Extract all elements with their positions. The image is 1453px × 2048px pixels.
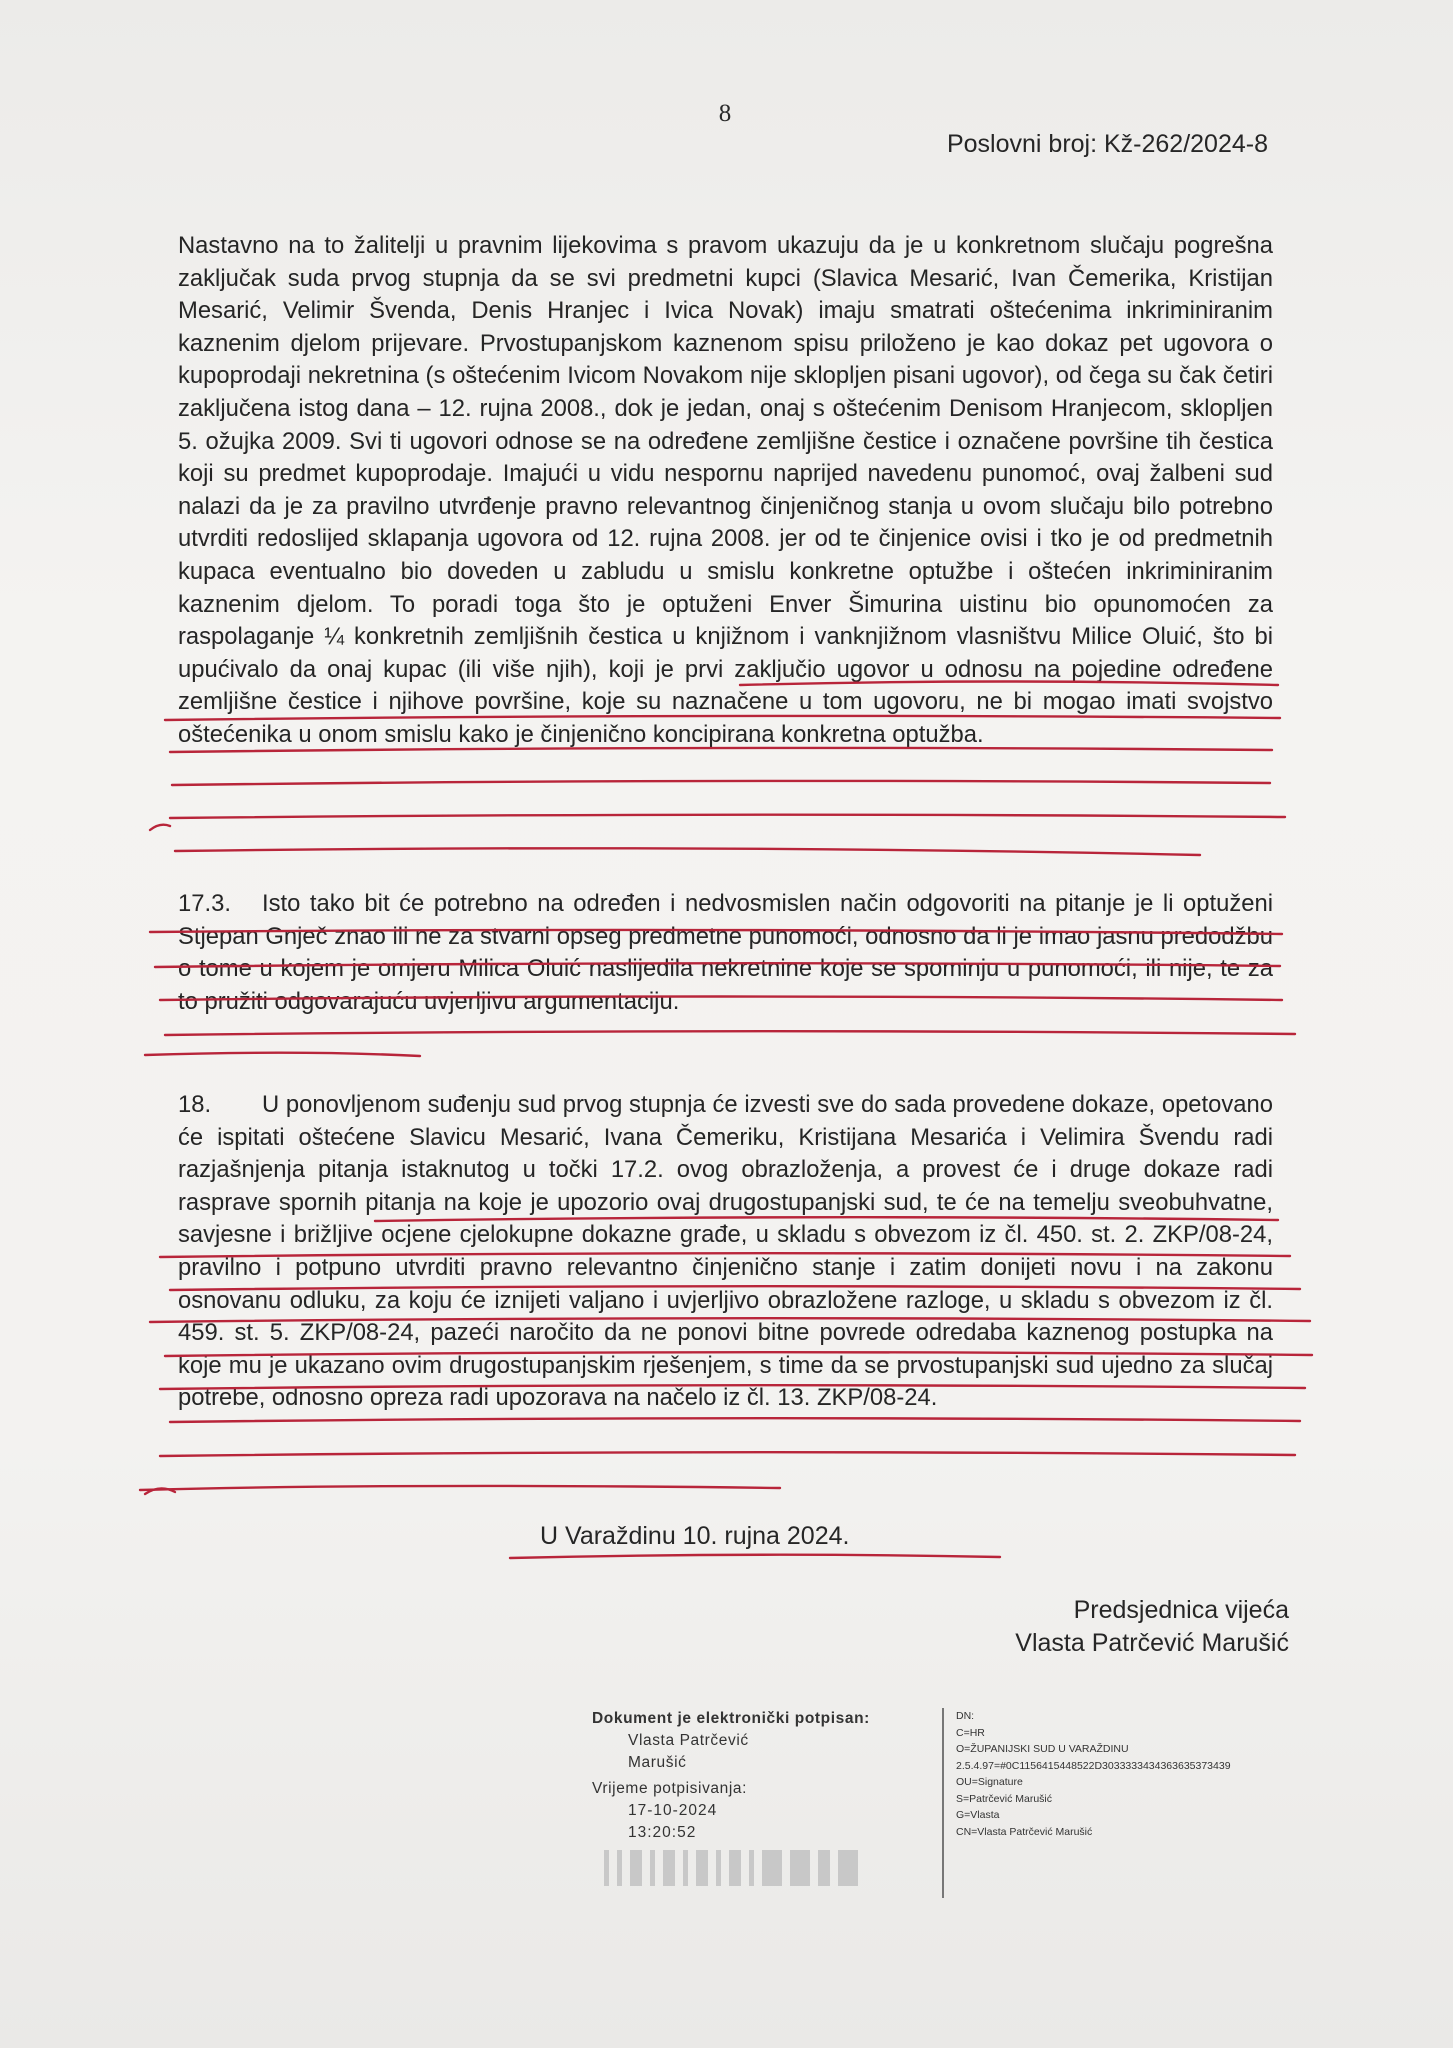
underline-mark — [170, 1286, 1300, 1290]
underline-mark — [160, 1452, 1295, 1456]
signed-label: Dokument je elektronički potpisan: — [592, 1710, 870, 1727]
underline-mark — [160, 997, 1282, 1001]
case-number: Poslovni broj: Kž-262/2024-8 — [946, 130, 1268, 158]
paragraph-text: Nastavno na to žalitelji u pravnim lijekovima s pravom ukazuju da je u konkretnom slučaju pogrešna zaključak suda prvog stupnja da se svi predmetni kupci (Slavica Mesarić, Ivan Čemerika, Kristijan Mesarić, Velimir Švenda, Denis Hranjec i Ivica Novak) imaju smatrati oštećenima inkriminiranim kaznenim djelom prijevare. Prvostupanjskom kaznenom spisu priloženo je kao dokaz pet ugovora o kupoprodaji nekretnina (s oštećenim Ivicom Novakom nije sklopljen pisani ugovor), od čega su čak četiri zaključena istog dana – 12. rujna 2008., dok je jedan, onaj s oštećenim Denisom Hranjecom, sklopljen 5. ožujka 2009. Svi ti ugovori odnose se na određene zemljišne čestice i označene površine tih čestica koji su predmet kupoprodaje. Imajući u vidu nespornu naprijed navedenu punomoć, ovaj žalbeni sud nalazi da je za pravilno utvrđenje pravno relevantnog činjeničnog stanja u ovom slučaju bilo potrebno utvrditi redoslijed sklapanja ugovora od 12. rujna 2008. jer od te činjenice ovisi i tko je od predmetnih kupaca eventualno bio doveden u zabludu u smislu konkretne optužbe i oštećen inkriminiranim kaznenim djelom. To poradi toga što je optuženi Enver Šimurina uistinu bio opunomoćen za raspolaganje ¼ konkretnih zemljišnih čestica u knjižnom i vanknjižnom vlasništvu Milice Oluić, što bi upućivalo da onaj kupac (ili više njih), koji je prvi zaključio ugovor u odnosu na pojedine određene zemljišne čestice i njihove površine, koje su naznačene u tom ugovoru, ne bi mogao imati svojstvo oštećenika u onom smislu kako je činjenično koncipirana konkretna optužba. — [178, 232, 1273, 748]
signer-name-line1: Vlasta Patrčević — [628, 1732, 749, 1749]
underline-mark — [170, 815, 1285, 818]
cert-ou: OU=Signature — [956, 1776, 1023, 1788]
underline-mark — [165, 1031, 1295, 1035]
underline-mark — [150, 825, 170, 830]
underline-mark — [160, 1253, 1290, 1257]
underline-mark — [375, 1217, 1278, 1221]
cert-dn: DN: — [956, 1710, 975, 1722]
paragraph-text: U ponovljenom suđenju sud prvog stupnja će izvesti sve do sada provedene dokaze, opetovano će ispitati oštećene Slavicu Mesarić, Ivana Čemeriku, Kristijana Mesarića i Velimira Švendu radi razjašnjenja pitanja istaknutog u točki 17.2. ovog obrazloženja, a provest će i druge dokaze radi rasprave spornih pitanja na koje je upozorio ovaj drugostupanjski sud, te će na temelju sveobuhvatne, savjesne i brižljive ocjene cjelokupne dokazne građe, u skladu s obvezom iz čl. 450. st. 2. ZKP/08-24, pravilno i potpuno utvrditi pravno relevantno činjenično stanje i zatim donijeti novu i na zakonu osnovanu odluku, za koju će iznijeti valjano i uvjerljivo obrazložene razloge, u skladu s obvezom iz čl. 459. st. 5. ZKP/08-24, pazeći naročito da ne ponovi bitne povrede odredaba kaznenog postupka na koje mu je ukazano ovim drugostupanjskim rješenjem, s time da se prvostupanjski sud ujedno za slučaj potrebe, odnosno opreza radi upozorava na načelo iz čl. 13. ZKP/08-24. — [178, 1091, 1273, 1412]
underline-mark — [170, 1418, 1300, 1422]
cert-oid: 2.5.4.97=#0C1156415448522D303333343436363537343​9 — [956, 1759, 1231, 1772]
paragraph-number: 17.3. — [178, 890, 231, 917]
paragraph-number: 18. — [178, 1091, 212, 1118]
underline-mark — [175, 848, 1200, 855]
underline-mark — [172, 781, 1270, 785]
underline-mark — [145, 1053, 420, 1056]
underline-mark — [150, 930, 1282, 934]
cert-c: C=HR — [956, 1726, 985, 1739]
underline-mark — [740, 682, 1278, 686]
underline-mark — [165, 716, 1280, 720]
underline-mark — [150, 1318, 1310, 1322]
underline-mark — [510, 1555, 1000, 1558]
underline-mark — [155, 963, 1280, 967]
paragraph-text: Isto tako bit će potrebno na određen i nedvosmislen način odgovoriti na pitanje je li optuženi Stjepan Gnječ znao ili ne za stvarni opseg predmetne punomoći, odnosno da li je imao jasnu predodžbu o tome u kojem je omjeru Milica Oluić naslijedila nekretnine koje se spominju u punomoći, ili nije, te za to pružiti odgovarajuću uvjerljivu argumentaciju. — [178, 890, 1273, 1015]
cert-g: G=Vlasta — [956, 1809, 1000, 1821]
time-label: Vrijeme potpisivanja: — [592, 1780, 748, 1797]
underline-mark — [170, 748, 1272, 752]
signing-date: 17-10-2024 — [628, 1802, 718, 1819]
signatory-title: Predsjednica vijeća — [1073, 1596, 1289, 1624]
signer-name-line2: Marušić — [628, 1754, 687, 1771]
underline-mark — [140, 1486, 780, 1490]
underline-mark — [160, 1385, 1305, 1389]
page-number: 8 — [718, 100, 732, 127]
cert-cn: CN=Vlasta Patrčević Marušić — [956, 1825, 1093, 1838]
signing-time: 13:20:52 — [628, 1824, 697, 1841]
cert-o: O=ŽUPANIJSKI SUD U VARAŽDINU — [956, 1743, 1129, 1755]
place-and-date: U Varaždinu 10. rujna 2024. — [540, 1522, 850, 1550]
underline-mark — [165, 1352, 1312, 1356]
signatory-name: Vlasta Patrčević Marušić — [1015, 1629, 1289, 1657]
cert-s: S=Patrčević Marušić — [956, 1792, 1052, 1805]
